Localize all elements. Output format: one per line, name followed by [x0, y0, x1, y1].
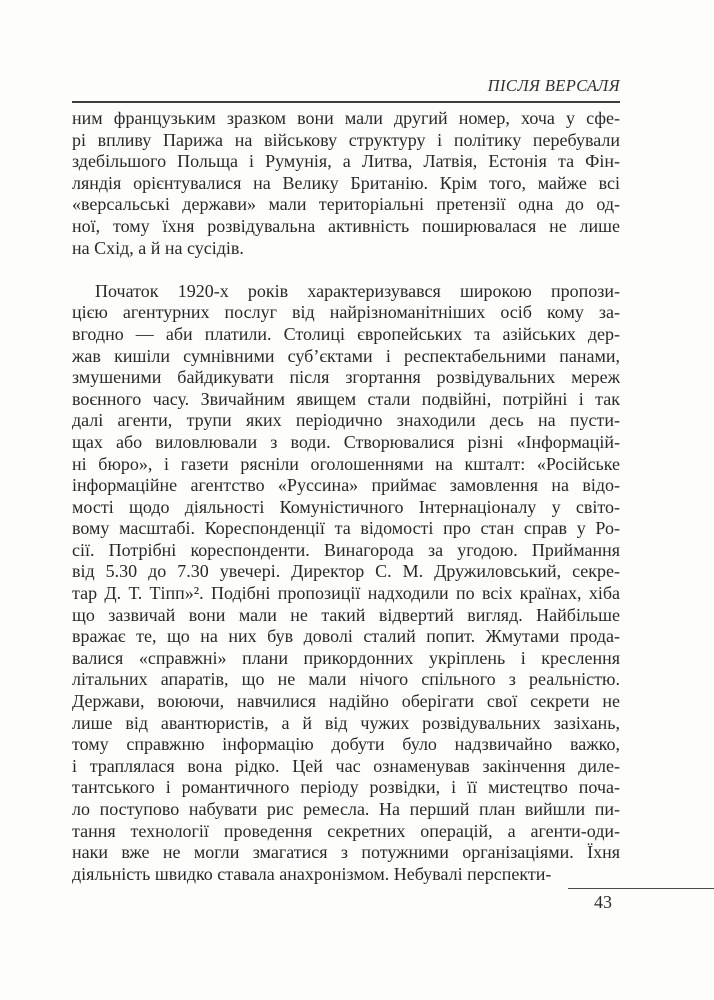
text-line: тому справжню інформацію добути було надзвичайно важко,: [72, 734, 620, 755]
text-line: вражає те, що на них був доволі сталий попит. Жмутами прода-: [72, 626, 620, 647]
text-line: і траплялася вона рідко. Цей час ознаменував закінчення диле-: [72, 755, 620, 776]
text-line: ляндія орієнтувалися на Велику Британію. Крім того, майже всі: [72, 172, 620, 193]
text-line: вому масштабі. Кореспонденції та відомості про стан справ у Ро-: [72, 518, 620, 539]
text-line: ні бюро», і газети рясніли оголошеннями на кшталт: «Російське: [72, 453, 620, 474]
text-line: інформаційне агентство «Руссина» приймає замовлення на відо-: [72, 475, 620, 496]
text-line: рі впливу Парижа на військову структуру і політику перебували: [72, 129, 620, 150]
text-line: жав кишіли сумнівними суб’єктами і респектабельними панами,: [72, 345, 620, 366]
text-line: валися «справжні» плани прикордонних укріплень і креслення: [72, 647, 620, 668]
text-line: літальних апаратів, що не мали нічого спільного з реальністю.: [72, 669, 620, 690]
text-line: Початок 1920-х років характеризувався широкою пропози-: [95, 280, 620, 301]
text-line: вгодно — аби платили. Столиці європейських та азійських дер-: [72, 323, 620, 344]
text-line: діяльність швидко ставала анахронізмом. Небувалі перспекти-: [72, 863, 552, 884]
text-line: тар Д. Т. Тіпп»². Подібні пропозиції надходили по всіх країнах, хіба: [72, 583, 620, 604]
text-line: на Схід, а й на сусідів.: [72, 237, 244, 258]
text-line: ним французьким зразком вони мали другий номер, хоча у сфе-: [72, 108, 620, 128]
text-line: цією агентурних послуг від найрізноманітніших осіб кому за-: [72, 302, 620, 323]
text-line: лише від авантюристів, а й від чужих розвідувальних зазіхань,: [72, 712, 620, 733]
running-header-title: ПІСЛЯ ВЕРСАЛЯ: [487, 76, 620, 95]
text-line: наки вже не могли змагатися з потужними організаціями. Їхня: [72, 842, 620, 863]
paragraph: [72, 281, 620, 886]
header-rule: [72, 101, 620, 103]
text-line: ло поступово набувати рис ремесла. На перший план вийшли пи-: [72, 799, 620, 819]
text-line: змушеними байдикувати після згортання розвідувальних мереж: [72, 367, 620, 388]
text-line: воєнного часу. Звичайним явищем стали подвійні, потрійні і так: [72, 388, 620, 409]
text-line: Держави, воюючи, навчилися надійно оберігати свої секрети не: [72, 691, 620, 712]
text-line: здебільшого Польща і Румунія, а Литва, Латвія, Естонія та Фін-: [72, 151, 620, 172]
text-line: «версальські держави» мали територіальні претензії одна до од-: [72, 194, 620, 215]
paragraph: [72, 108, 620, 259]
page-number: 43: [594, 892, 612, 912]
text-line: що зазвичай вони мали не такий відвертий вигляд. Найбільше: [72, 604, 620, 625]
text-line: тання технології проведення секретних операцій, а агенти-оди-: [72, 820, 620, 841]
text-line: мості щодо діяльності Комуністичного Інтернаціоналу у світо-: [72, 496, 620, 517]
text-line: ної, тому їхня розвідувальна активність поширювалася не лише: [72, 215, 620, 236]
text-line: щах або виловлювали з води. Створювалися різні «Інформацій-: [72, 431, 620, 452]
footer-rule: [568, 888, 714, 889]
page-body: [72, 108, 620, 885]
text-line: сії. Потрібні кореспонденти. Винагорода за угодою. Приймання: [72, 539, 620, 560]
text-line: тантського і романтичного періоду розвідки, і її мистецтво поча-: [72, 777, 620, 798]
text-line: далі агенти, трупи яких періодично знаходили десь на пусти-: [72, 410, 620, 431]
text-line: від 5.30 до 7.30 увечері. Директор С. М. Дружиловський, секре-: [72, 561, 620, 582]
